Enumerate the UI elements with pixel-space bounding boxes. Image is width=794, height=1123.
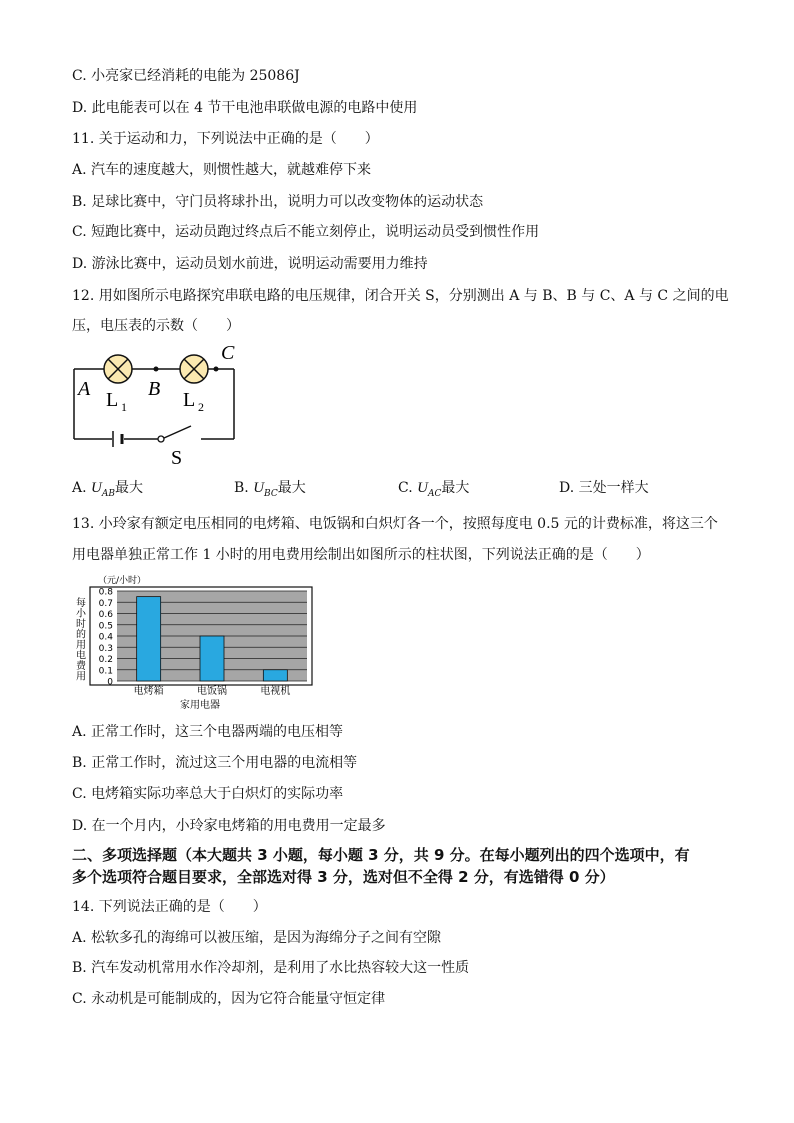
lamp-l2-subscript: 2 [198, 400, 204, 414]
chart-y-ticks [99, 588, 114, 688]
question-stem: 11. 关于运动和力，下列说法中正确的是（ ） [72, 131, 379, 147]
chart-bar [200, 636, 224, 681]
chart-y-tick-label: 0.3 [98, 643, 113, 654]
chart-y-axis-label-char: 用 [76, 671, 86, 683]
q12-option-a [72, 478, 143, 504]
battery-symbol [113, 431, 122, 447]
question-stem: 12. 用如图所示电路探究串联电路的电压规律，闭合开关 S，分别测出 A 与 B、B 与 C、A 与 C 之间的电 [72, 288, 729, 304]
chart-y-axis-label-char: 费 [76, 661, 86, 672]
question-stem: 14. 下列说法正确的是（ ） [72, 899, 267, 915]
voltage-symbol: U [417, 480, 428, 496]
option-text: A. 汽车的速度越大，则惯性越大，就越难停下来 [72, 162, 372, 178]
chart-y-axis-label-char: 时 [76, 619, 86, 630]
option-text: 最大 [277, 480, 306, 496]
chart-y-axis-label-char: 小 [76, 608, 86, 620]
voltage-subscript: BC [264, 488, 278, 499]
node-b-dot [154, 367, 159, 372]
option-letter: A. [72, 480, 87, 496]
option-text: D. 此电能表可以在 4 节干电池串联做电源的电路中使用 [72, 100, 418, 116]
chart-y-tick-label: 0.5 [98, 621, 113, 632]
chart-y-tick-label: 0.4 [98, 632, 113, 643]
chart-y-tick-label: 0.1 [98, 666, 113, 677]
chart-bar [263, 670, 287, 681]
option-text: D. 在一个月内，小玲家电烤箱的用电费用一定最多 [72, 818, 386, 834]
chart-x-ticks [134, 684, 291, 697]
option-text: C. 小亮家已经消耗的电能为 25086J [72, 68, 300, 84]
chart-y-tick-label: 0 [107, 677, 113, 688]
bar-chart [72, 570, 322, 715]
option-text: B. 正常工作时，流过这三个用电器的电流相等 [72, 755, 358, 771]
chart-y-axis-label-char: 用 [76, 640, 86, 651]
option-text: C. 短跑比赛中，运动员跑过终点后不能立刻停止，说明运动员受到惯性作用 [72, 224, 540, 240]
chart-y-axis-label [76, 596, 87, 683]
node-c-dot [214, 367, 219, 372]
switch-contact [158, 436, 164, 442]
chart-y-axis-label-char: 每 [76, 598, 86, 609]
lamp-l2-icon [180, 355, 208, 383]
lamp-l1-label: L [106, 389, 119, 411]
option-text: 最大 [441, 480, 470, 496]
chart-y-axis-label-char: 电 [76, 650, 86, 662]
question-stem: 压，电压表的示数（ ） [72, 318, 240, 334]
option-letter: B. [234, 480, 249, 496]
option-letter: C. [398, 480, 413, 496]
option-text: B. 足球比赛中，守门员将球扑出，说明力可以改变物体的运动状态 [72, 194, 484, 210]
voltage-symbol: U [253, 480, 265, 496]
q12-option-b [234, 478, 306, 504]
question-stem: 13. 小玲家有额定电压相同的电烤箱、电饭锅和白炽灯各一个，按照每度电 0.5 元的计费标准，将这三个 [72, 516, 718, 532]
chart-unit-label: （元/小时） [98, 576, 147, 586]
node-a-label: A [78, 378, 91, 400]
chart-bar [137, 597, 161, 681]
lamp-l1-subscript: 1 [121, 400, 127, 414]
chart-y-axis-label-char: 的 [76, 629, 86, 641]
lamp-l1-icon [104, 355, 132, 383]
lamp-l2-label: L [183, 389, 196, 411]
chart-y-tick-label: 0.8 [98, 587, 113, 598]
chart-x-tick-label: 电饭锅 [197, 686, 227, 697]
voltage-subscript: AB [101, 488, 115, 499]
option-text: C. 电烤箱实际功率总大于白炽灯的实际功率 [72, 786, 344, 802]
q12-option-d: D. 三处一样大 [559, 480, 649, 496]
chart-x-tick-label: 电视机 [260, 686, 291, 697]
node-c-label: C [221, 342, 235, 364]
q12-option-c [398, 478, 469, 504]
circuit-diagram [66, 340, 256, 470]
chart-y-tick-label: 0.6 [98, 610, 113, 620]
chart-x-tick-label: 电烤箱 [133, 686, 164, 697]
option-text: A. 正常工作时，这三个电器两端的电压相等 [72, 724, 344, 740]
node-b-label: B [148, 378, 161, 400]
question-stem: 用电器单独正常工作 1 小时的用电费用绘制出如图所示的柱状图，下列说法正确的是（ ） [72, 547, 650, 563]
option-text: A. 松软多孔的海绵可以被压缩，是因为海绵分子之间有空隙 [72, 930, 442, 946]
section-heading: 二、多项选择题（本大题共 3 小题，每小题 3 分，共 9 分。在每小题列出的四个选项中，有 [72, 846, 690, 864]
chart-y-tick-label: 0.7 [98, 598, 113, 609]
section-heading: 多个选项符合题目要求，全部选对得 3 分，选对但不全得 2 分，有选错得 0 分） [72, 868, 615, 886]
option-text: D. 游泳比赛中，运动员划水前进，说明运动需要用力维持 [72, 256, 428, 272]
voltage-symbol: U [91, 480, 102, 496]
voltage-subscript: AC [427, 488, 442, 499]
chart-x-axis-label: 家用电器 [180, 700, 220, 711]
option-text: 最大 [114, 480, 143, 496]
option-text: C. 永动机是可能制成的，因为它符合能量守恒定律 [72, 991, 386, 1007]
option-text: B. 汽车发动机常用水作冷却剂，是利用了水比热容较大这一性质 [72, 960, 470, 976]
switch-label: S [171, 447, 183, 469]
chart-y-tick-label: 0.2 [98, 655, 113, 665]
